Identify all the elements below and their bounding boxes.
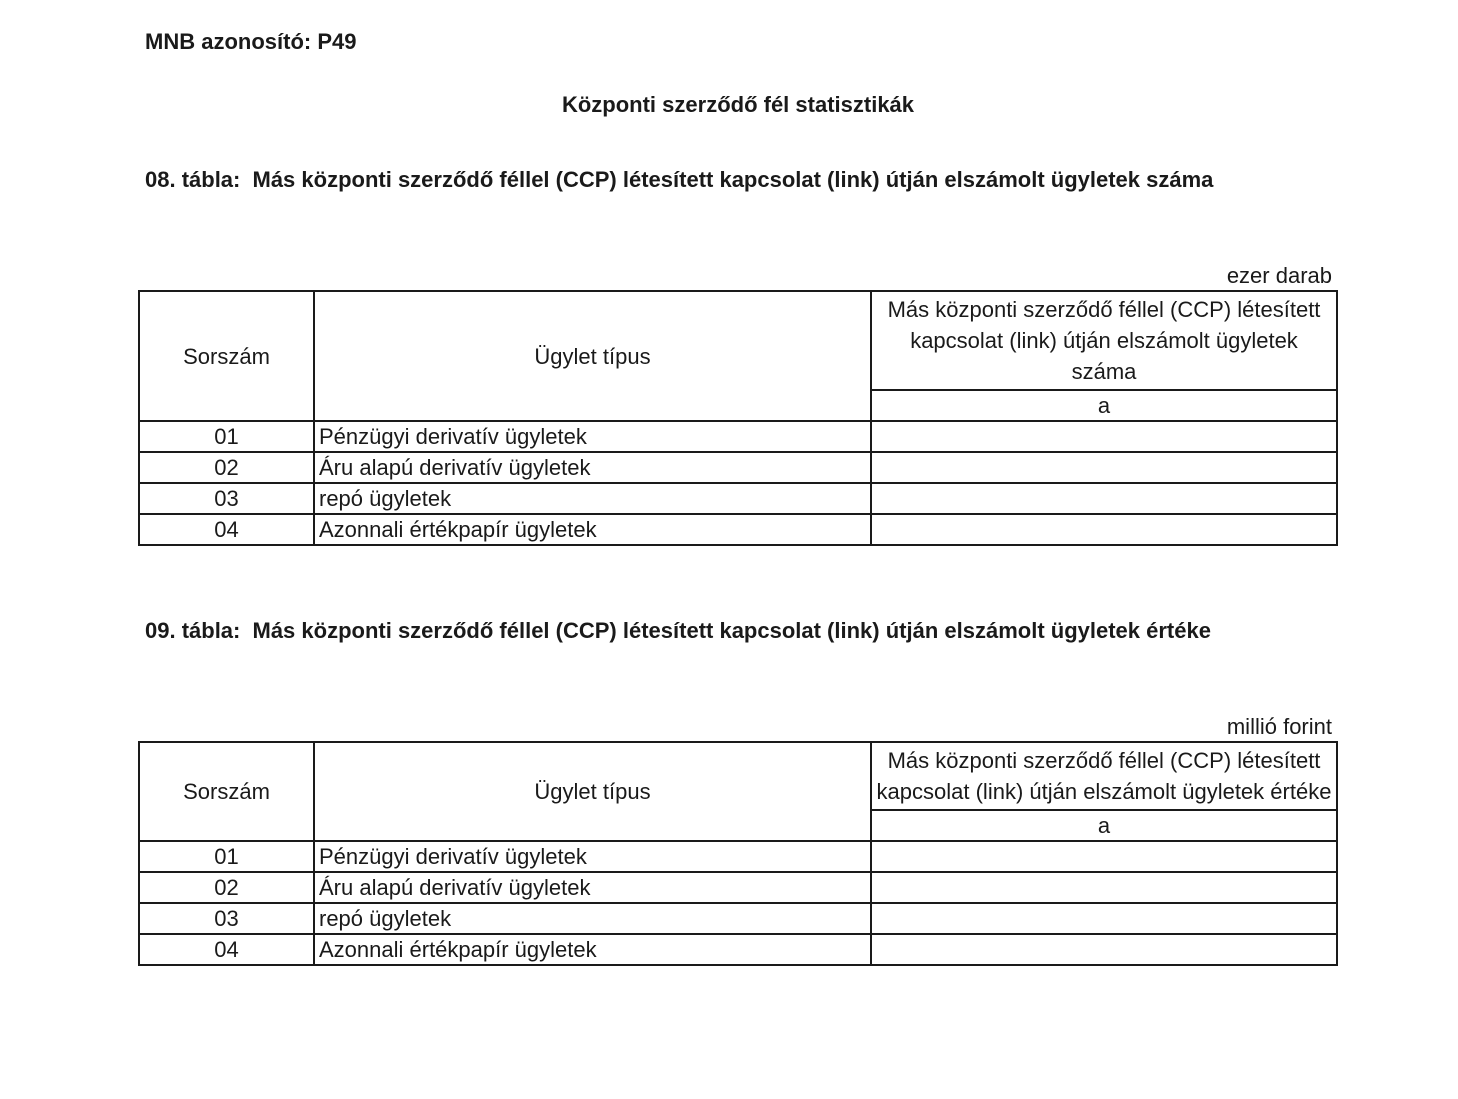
row-number: 04 — [139, 934, 314, 965]
table-08-title-text: Más központi szerződő féllel (CCP) létesített kapcsolat (link) útján elszámolt ügyletek száma — [252, 167, 1214, 192]
row-number: 02 — [139, 452, 314, 483]
table-08-unit: ezer darab — [1226, 263, 1332, 288]
table-09-title — [145, 615, 1325, 647]
row-value-cell[interactable] — [871, 934, 1337, 965]
table-row — [139, 934, 1337, 965]
table-row — [139, 872, 1337, 903]
table-09 — [138, 741, 1338, 966]
header-ugylet-tipus: Ügylet típus — [314, 291, 871, 421]
row-number: 03 — [139, 483, 314, 514]
row-number: 04 — [139, 514, 314, 545]
header-sorszam: Sorszám — [139, 742, 314, 841]
table-09-unit: millió forint — [1226, 714, 1332, 739]
row-type: Pénzügyi derivatív ügyletek — [314, 841, 871, 872]
row-type: Azonnali értékpapír ügyletek — [314, 934, 871, 965]
header-value: Más központi szerződő féllel (CCP) létesített kapcsolat (link) útján elszámolt ügyletek értéke — [871, 742, 1337, 810]
header-value-code: a — [871, 810, 1337, 841]
header-value: Más központi szerződő féllel (CCP) létesített kapcsolat (link) útján elszámolt ügyletek száma — [871, 291, 1337, 390]
row-value-cell[interactable] — [871, 483, 1337, 514]
row-number: 01 — [139, 421, 314, 452]
mnb-identifier: MNB azonosító: P49 — [145, 29, 357, 54]
table-08-title — [145, 164, 1325, 196]
row-number: 01 — [139, 841, 314, 872]
table-row — [139, 841, 1337, 872]
table-08 — [138, 290, 1338, 546]
table-row — [139, 483, 1337, 514]
table-08-label: 08. tábla: — [145, 167, 241, 192]
row-value-cell[interactable] — [871, 841, 1337, 872]
table-08-section — [138, 164, 1338, 584]
row-type: Áru alapú derivatív ügyletek — [314, 452, 871, 483]
table-09-title-text: Más központi szerződő féllel (CCP) létesített kapcsolat (link) útján elszámolt ügyletek értéke — [252, 618, 1211, 643]
table-09-section — [138, 615, 1338, 1035]
row-value-cell[interactable] — [871, 514, 1337, 545]
row-type: repó ügyletek — [314, 483, 871, 514]
row-value-cell[interactable] — [871, 872, 1337, 903]
table-row — [139, 452, 1337, 483]
table-row — [139, 903, 1337, 934]
row-value-cell[interactable] — [871, 421, 1337, 452]
header-sorszam: Sorszám — [139, 291, 314, 421]
row-value-cell[interactable] — [871, 452, 1337, 483]
row-type: Áru alapú derivatív ügyletek — [314, 872, 871, 903]
row-number: 02 — [139, 872, 314, 903]
row-type: Azonnali értékpapír ügyletek — [314, 514, 871, 545]
table-row — [139, 514, 1337, 545]
row-value-cell[interactable] — [871, 903, 1337, 934]
table-09-label: 09. tábla: — [145, 618, 241, 643]
header-value-code: a — [871, 390, 1337, 421]
header-ugylet-tipus: Ügylet típus — [314, 742, 871, 841]
document-title: Központi szerződő fél statisztikák — [561, 92, 915, 117]
row-type: repó ügyletek — [314, 903, 871, 934]
table-row — [139, 421, 1337, 452]
row-type: Pénzügyi derivatív ügyletek — [314, 421, 871, 452]
row-number: 03 — [139, 903, 314, 934]
